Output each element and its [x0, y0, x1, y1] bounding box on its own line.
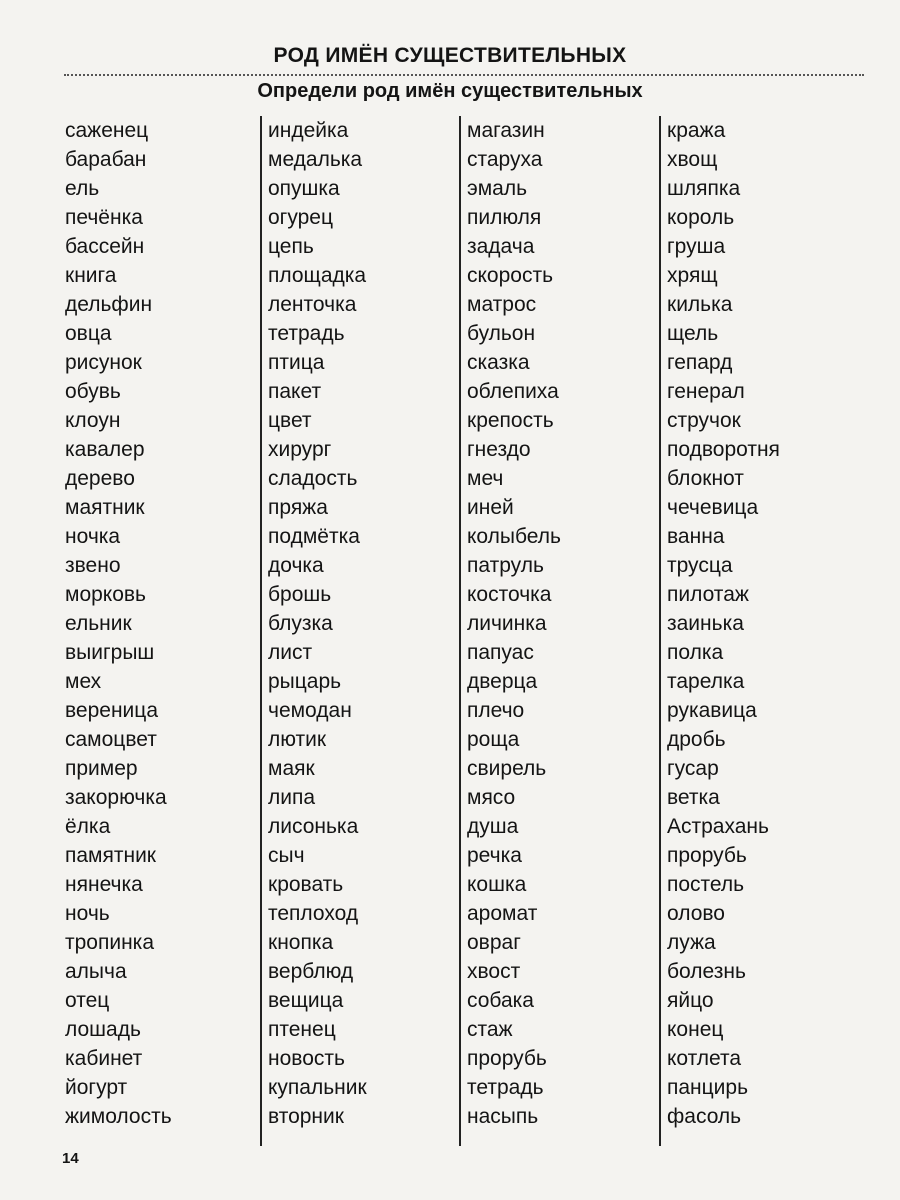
noun-word: йогурт [65, 1076, 128, 1099]
noun-word: ветка [667, 786, 720, 809]
noun-word: памятник [65, 844, 156, 867]
noun-word: дочка [268, 554, 324, 577]
noun-word: постель [667, 873, 745, 896]
noun-word: фасоль [667, 1105, 742, 1128]
noun-word: подмётка [268, 525, 360, 548]
noun-word: звено [65, 554, 121, 577]
noun-word: кабинет [65, 1047, 143, 1070]
noun-word: выигрыш [65, 641, 155, 664]
noun-word: шляпка [667, 177, 741, 200]
noun-word: мех [65, 670, 102, 693]
page-title: РОД ИМЁН СУЩЕСТВИТЕЛЬНЫХ [273, 44, 627, 67]
noun-word: вторник [268, 1105, 344, 1128]
noun-word: цепь [268, 235, 314, 258]
noun-word: щель [667, 322, 719, 345]
noun-word: нянечка [65, 873, 143, 896]
noun-word: матрос [467, 293, 537, 316]
noun-word: пилотаж [667, 583, 749, 606]
noun-word: липа [268, 786, 316, 809]
noun-word: брошь [268, 583, 332, 606]
noun-word: насыпь [467, 1105, 539, 1128]
noun-word: тарелка [667, 670, 745, 693]
noun-word: дельфин [65, 293, 153, 316]
noun-word: Астрахань [667, 815, 769, 838]
noun-word: рисунок [65, 351, 142, 374]
noun-word: ночка [65, 525, 121, 548]
noun-word: аромат [467, 902, 538, 925]
noun-word: тетрадь [467, 1076, 544, 1099]
noun-word: дверца [467, 670, 538, 693]
noun-word: трусца [667, 554, 733, 577]
noun-word: папуас [467, 641, 534, 664]
word-column-4 [659, 116, 865, 1146]
noun-word: кровать [268, 873, 344, 896]
noun-word: медалька [268, 148, 363, 171]
noun-word: новость [268, 1047, 345, 1070]
word-column-2 [260, 116, 459, 1146]
noun-word: конец [667, 1018, 724, 1041]
noun-word: котлета [667, 1047, 742, 1070]
noun-word: дробь [667, 728, 726, 751]
noun-word: овца [65, 322, 112, 345]
word-column-3 [459, 116, 659, 1146]
noun-word: книга [65, 264, 117, 287]
noun-word: гепард [667, 351, 733, 374]
noun-word: самоцвет [65, 728, 157, 751]
noun-word: король [667, 206, 735, 229]
noun-word: овраг [467, 931, 521, 954]
noun-word: морковь [65, 583, 146, 606]
noun-word: бульон [467, 322, 536, 345]
noun-word: саженец [65, 119, 149, 142]
noun-word: колыбель [467, 525, 561, 548]
noun-word: закорючка [65, 786, 167, 809]
noun-word: сказка [467, 351, 530, 374]
noun-word: груша [667, 235, 726, 258]
exercise-instruction: Определи род имён существительных [257, 80, 643, 102]
noun-word: огурец [268, 206, 333, 229]
noun-word: собака [467, 989, 534, 1012]
noun-word: пакет [268, 380, 322, 403]
noun-word: сыч [268, 844, 305, 867]
noun-word: хвост [467, 960, 521, 983]
noun-word: крепость [467, 409, 554, 432]
noun-word: яйцо [667, 989, 714, 1012]
noun-word: килька [667, 293, 733, 316]
noun-word: купальник [268, 1076, 367, 1099]
noun-word: эмаль [467, 177, 528, 200]
noun-word: отец [65, 989, 110, 1012]
noun-word: облепиха [467, 380, 559, 403]
noun-word: прорубь [467, 1047, 547, 1070]
noun-word: верблюд [268, 960, 354, 983]
noun-word: опушка [268, 177, 340, 200]
noun-word: иней [467, 496, 514, 519]
noun-word: рукавица [667, 699, 757, 722]
noun-word: теплоход [268, 902, 359, 925]
noun-word: хвощ [667, 148, 718, 171]
noun-word: пряжа [268, 496, 328, 519]
noun-word: косточка [467, 583, 552, 606]
noun-word: дерево [65, 467, 135, 490]
noun-word: чемодан [268, 699, 352, 722]
noun-word: жимолость [65, 1105, 172, 1128]
noun-word: тропинка [65, 931, 155, 954]
noun-word: прорубь [667, 844, 747, 867]
noun-word: патруль [467, 554, 544, 577]
noun-word: обувь [65, 380, 121, 403]
noun-word: сладость [268, 467, 358, 490]
noun-word: хрящ [667, 264, 718, 287]
noun-word: чечевица [667, 496, 759, 519]
noun-word: печёнка [65, 206, 143, 229]
noun-word: хирург [268, 438, 332, 461]
noun-word: лютик [268, 728, 327, 751]
noun-word: рыцарь [268, 670, 342, 693]
noun-word: панцирь [667, 1076, 749, 1099]
noun-word: ельник [65, 612, 132, 635]
noun-word: ночь [65, 902, 110, 925]
noun-word: гусар [667, 757, 719, 780]
noun-word: стручок [667, 409, 741, 432]
noun-word: мясо [467, 786, 516, 809]
noun-word: пример [65, 757, 138, 780]
noun-word: генерал [667, 380, 745, 403]
noun-word: свирель [467, 757, 547, 780]
noun-word: лисонька [268, 815, 359, 838]
noun-word: ёлка [65, 815, 111, 838]
noun-word: пилюля [467, 206, 542, 229]
noun-word: кнопка [268, 931, 334, 954]
noun-word: маятник [65, 496, 145, 519]
noun-word: тетрадь [268, 322, 345, 345]
noun-word: ель [65, 177, 100, 200]
noun-word: клоун [65, 409, 121, 432]
noun-word: маяк [268, 757, 315, 780]
noun-word: ленточка [268, 293, 357, 316]
noun-word: блузка [268, 612, 333, 635]
noun-word: магазин [467, 119, 545, 142]
noun-word: птенец [268, 1018, 336, 1041]
noun-word: блокнот [667, 467, 744, 490]
noun-word: полка [667, 641, 724, 664]
noun-word: площадка [268, 264, 367, 287]
noun-word: кража [667, 119, 726, 142]
word-column-1 [60, 116, 260, 1146]
noun-word: задача [467, 235, 535, 258]
noun-word: лошадь [65, 1018, 141, 1041]
noun-word: бассейн [65, 235, 145, 258]
noun-word: подворотня [667, 438, 780, 461]
noun-word: речка [467, 844, 522, 867]
noun-word: кавалер [65, 438, 145, 461]
noun-word: заинька [667, 612, 744, 635]
noun-word: олово [667, 902, 725, 925]
noun-word: болезнь [667, 960, 746, 983]
noun-word: старуха [467, 148, 543, 171]
noun-word: меч [467, 467, 504, 490]
noun-word: роща [467, 728, 520, 751]
page-number: 14 [62, 1150, 79, 1167]
noun-word: скорость [467, 264, 554, 287]
word-columns [60, 116, 865, 1146]
noun-word: стаж [467, 1018, 513, 1041]
noun-word: гнездо [467, 438, 531, 461]
noun-word: барабан [65, 148, 147, 171]
noun-word: вереница [65, 699, 158, 722]
noun-word: индейка [268, 119, 349, 142]
noun-word: птица [268, 351, 325, 374]
noun-word: личинка [467, 612, 547, 635]
noun-word: лист [268, 641, 313, 664]
noun-word: вещица [268, 989, 344, 1012]
noun-word: цвет [268, 409, 312, 432]
noun-word: алыча [65, 960, 127, 983]
noun-word: кошка [467, 873, 527, 896]
noun-word: ванна [667, 525, 725, 548]
noun-word: лужа [667, 931, 716, 954]
title-divider [64, 74, 864, 76]
noun-word: плечо [467, 699, 525, 722]
noun-word: душа [467, 815, 519, 838]
